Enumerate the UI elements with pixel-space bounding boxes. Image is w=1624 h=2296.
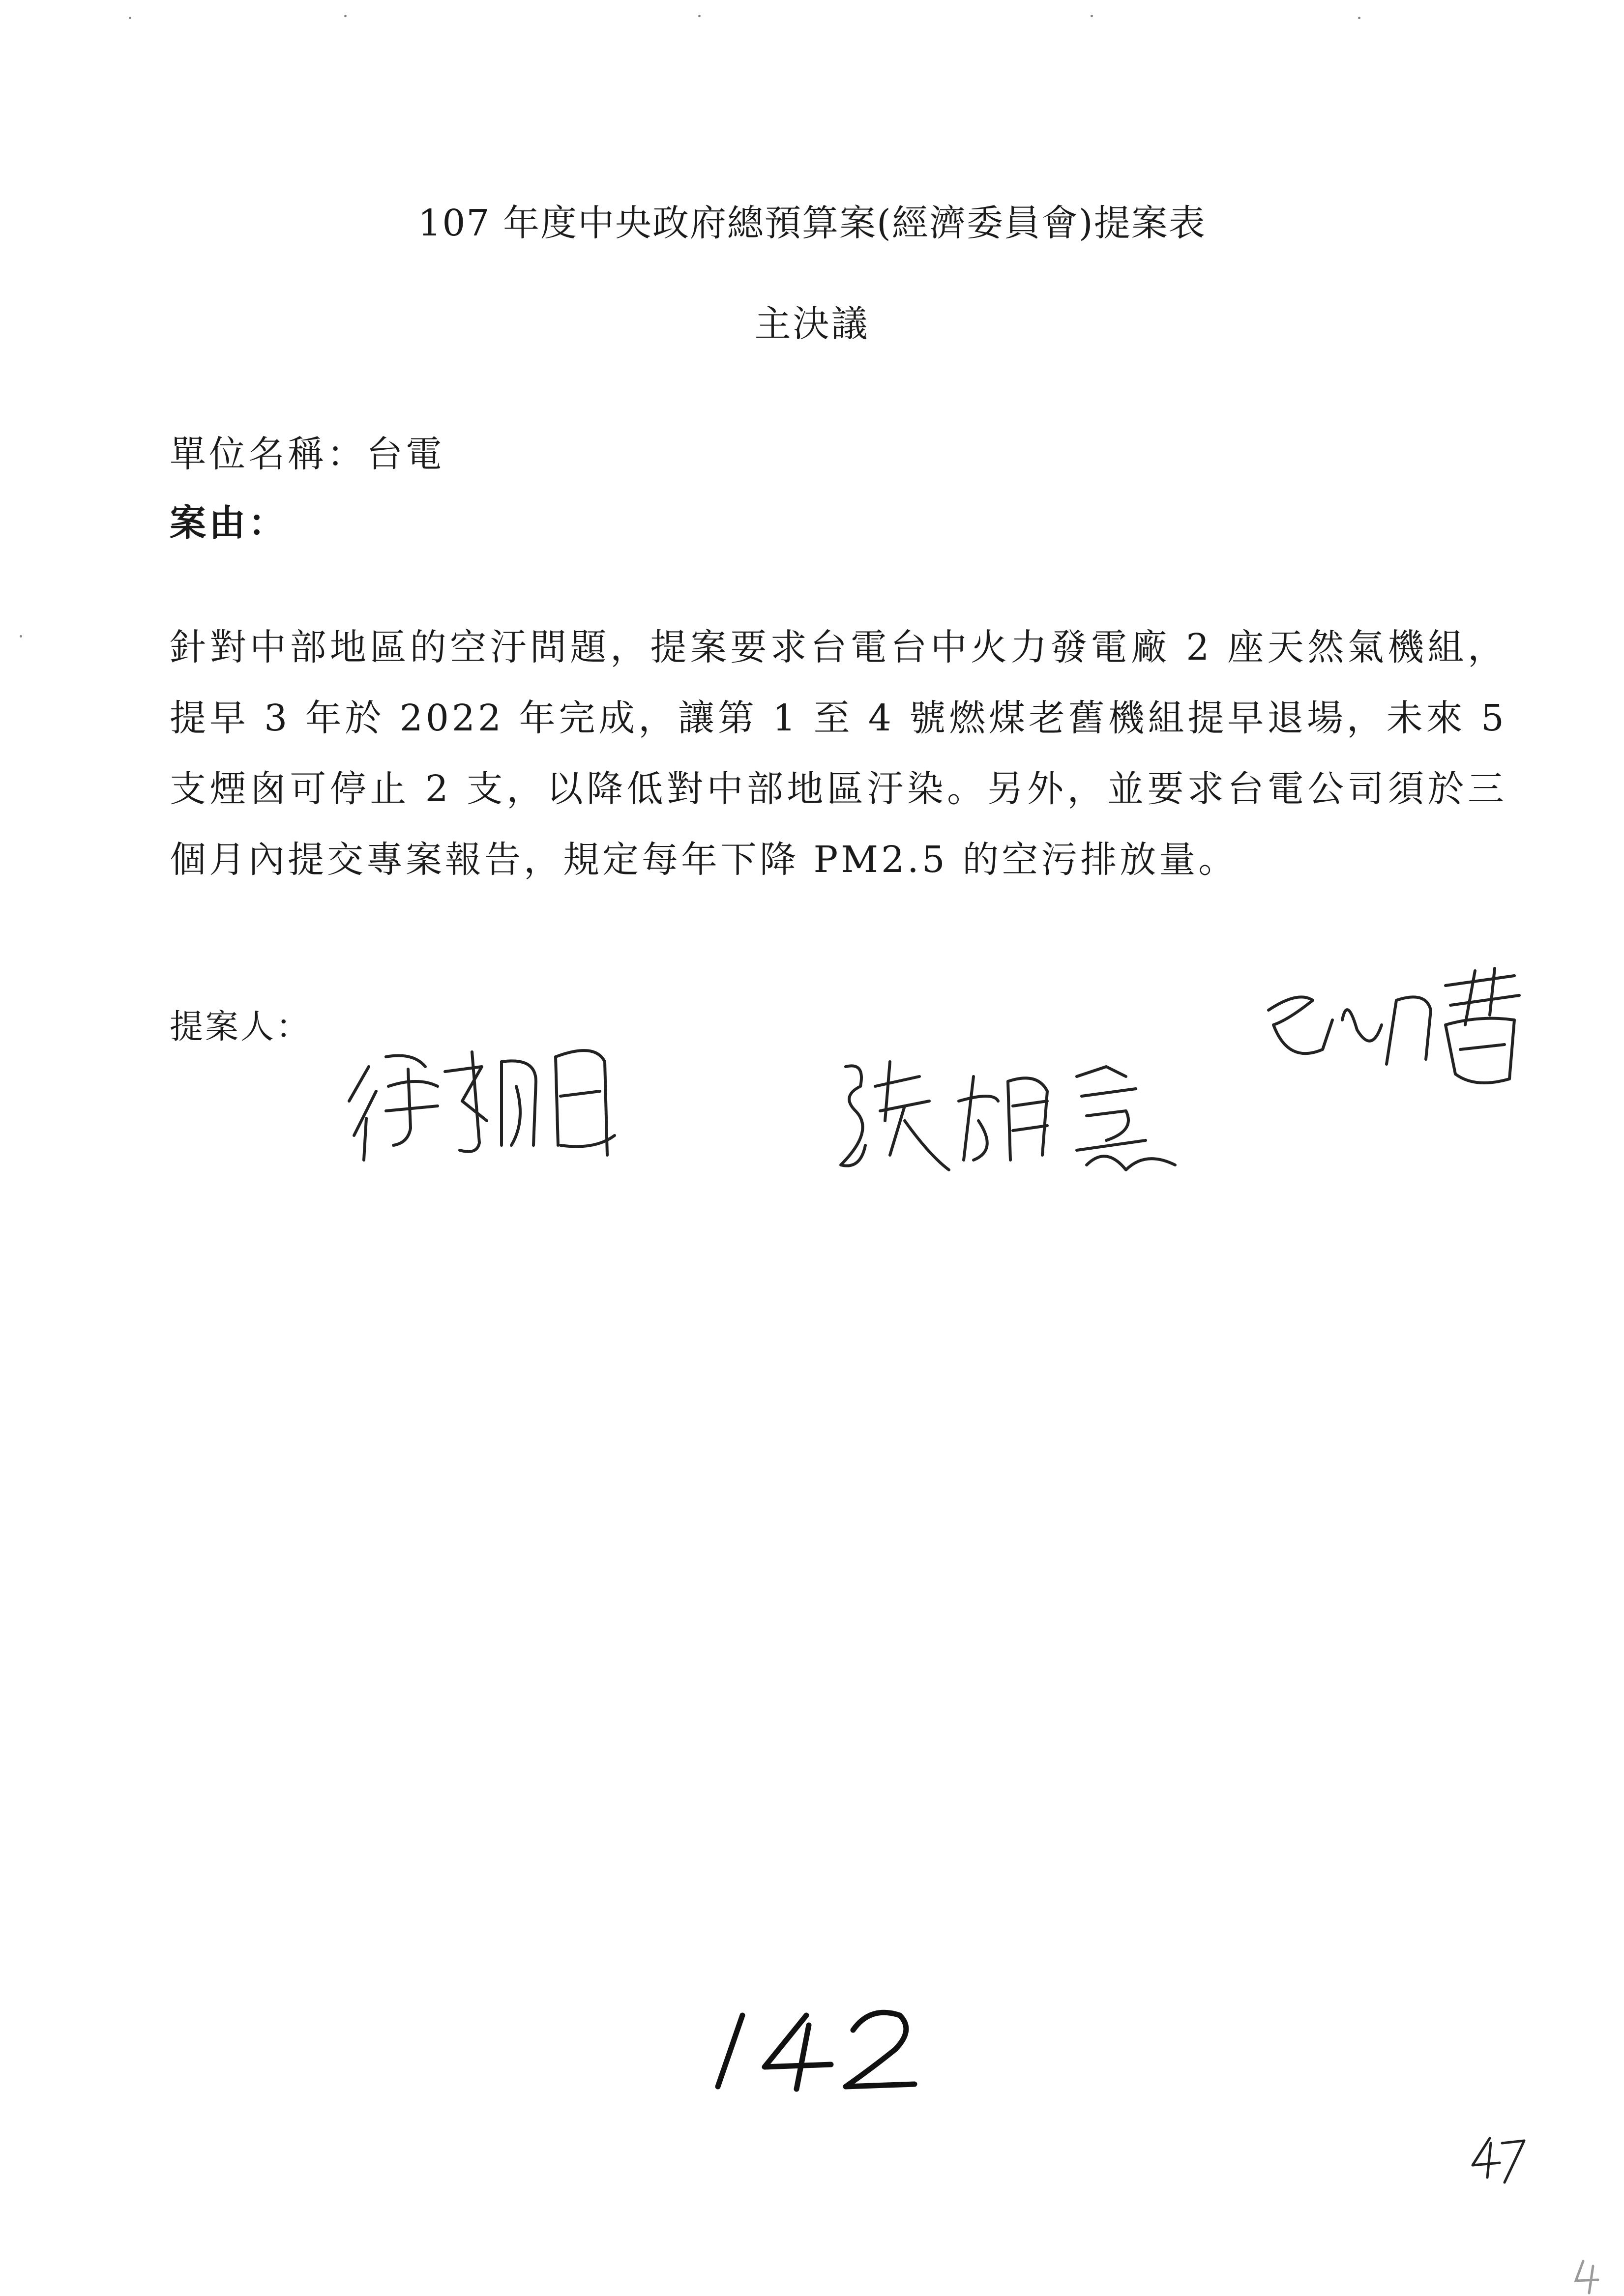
scan-speck	[1358, 17, 1360, 19]
reason-label: 案由：	[170, 502, 288, 544]
unit-name-line	[170, 425, 445, 477]
handwritten-corner-mark	[1568, 2256, 1608, 2296]
unit-name-value: 台電	[366, 433, 445, 475]
proposer-label: 提案人：	[170, 1008, 312, 1046]
handwritten-signature-3-icon	[1259, 966, 1554, 1094]
proposal-body: 針對中部地區的空汙問題，提案要求台電台中火力發電廠 2 座天然氣機組，提早 3 年於 2022 年完成，讓第 1 至 4 號燃煤老舊機組提早退場，未來 5 支煙囪可停止 2 支，以降低對中部地區汙染。另外，並要求台電公司須於三個月內提交專案報告，規定每年下降 PM2.5 的空污排放量。	[170, 626, 1507, 881]
document-subtitle: 主決議	[754, 303, 870, 345]
scan-speck	[129, 17, 131, 19]
scan-speck	[1091, 15, 1093, 17]
scan-speck	[698, 15, 701, 17]
handwritten-signature-1-icon	[339, 1022, 693, 1170]
handwritten-corner-note	[1465, 2128, 1529, 2187]
scan-speck	[20, 635, 22, 638]
handwritten-signature-2-icon	[831, 1047, 1214, 1185]
handwritten-page-number	[708, 1996, 934, 2094]
scan-speck	[344, 15, 347, 17]
document-title: 107 年度中央政府總預算案(經濟委員會)提案表	[418, 202, 1206, 244]
unit-name-label: 單位名稱：	[170, 433, 366, 475]
